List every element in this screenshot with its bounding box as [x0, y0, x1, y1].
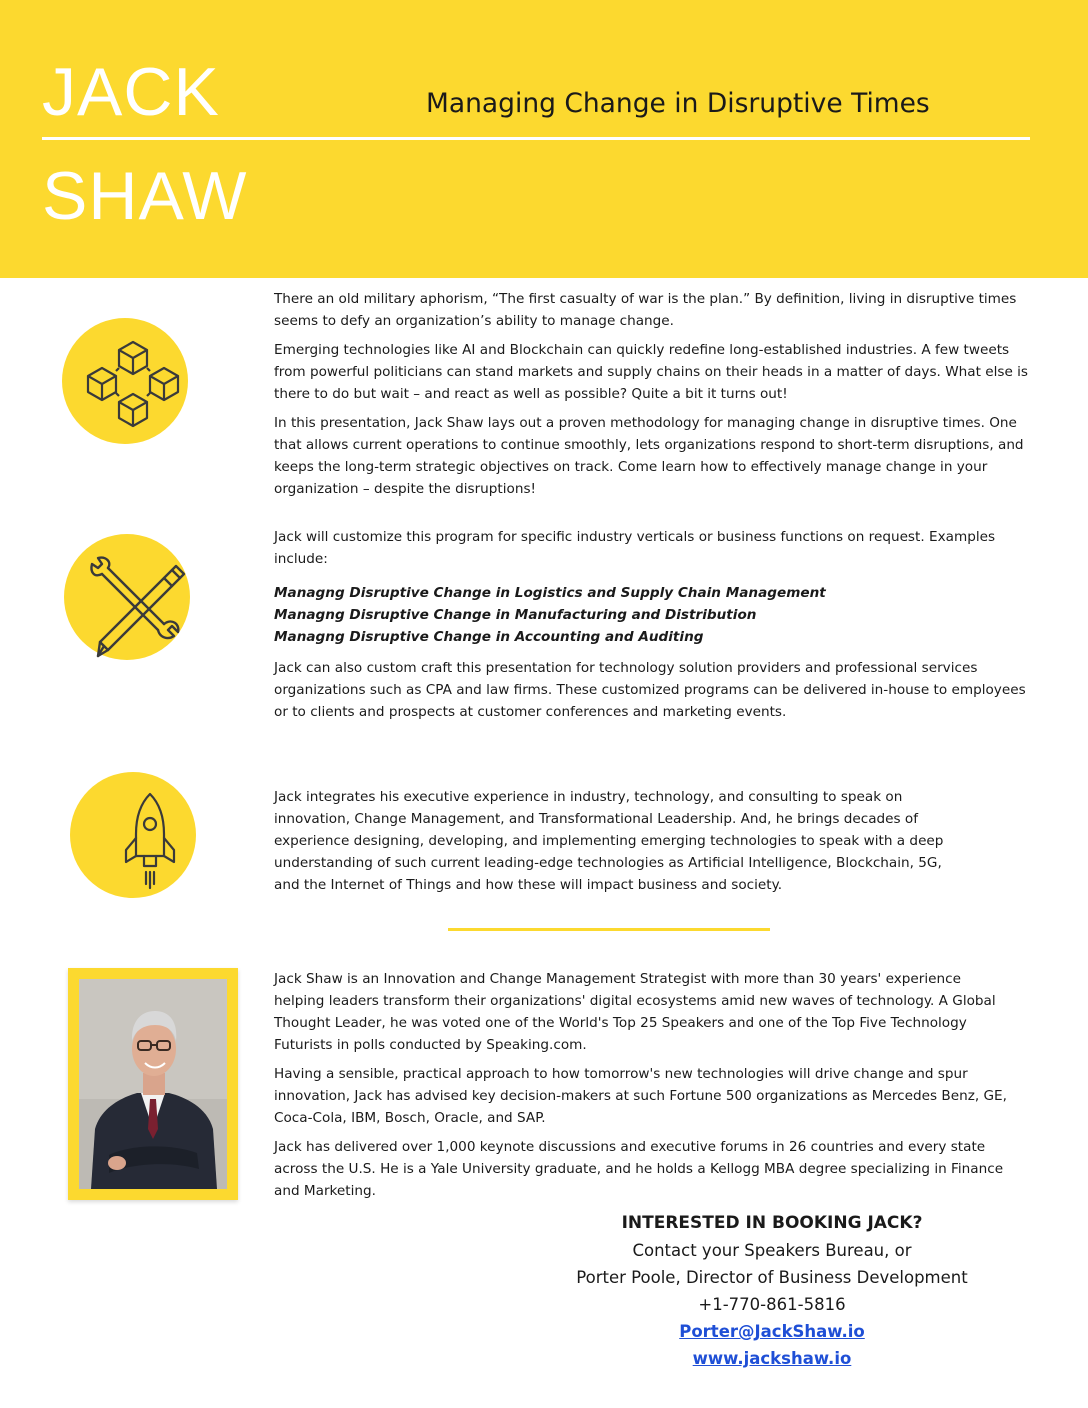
wrench-pencil-icon	[64, 534, 190, 660]
example-item: Managng Disruptive Change in Manufacturing and Distribution	[274, 607, 757, 623]
example-item: Managng Disruptive Change in Accounting and Auditing	[274, 629, 704, 645]
bio-paragraph-2: Having a sensible, practical approach to how tomorrow's new technologies will drive change and spur innovation, Jack has advised key decision-makers at such Fortune 500 organizations as Mercedes Benz, GE, Coca-Cola, IBM, Bosch, Oracle, and SAP.	[274, 1066, 1007, 1126]
rocket-icon-circle	[70, 772, 196, 898]
blockchain-icon-circle	[62, 318, 188, 444]
customize-intro: Jack will customize this program for specific industry verticals or business functions on request. Examples include:	[274, 529, 996, 567]
section-divider	[448, 928, 770, 931]
name-first: JACK	[42, 54, 220, 130]
intro-paragraph-3: In this presentation, Jack Shaw lays out a proven methodology for managing change in disruptive times. One that allows current operations to continue smoothly, lets organizations respond to short-term disruptions, and keeps the long-term strategic objectives on track. Come learn how to effectively manage change in your organization – despite the disruptions!	[274, 415, 1024, 497]
examples-list	[274, 582, 1038, 648]
section-intro	[274, 288, 1038, 507]
contact-phone: +1-770-861-5816	[698, 1295, 846, 1314]
website-link[interactable]: www.jackshaw.io	[692, 1349, 852, 1368]
portrait-frame	[68, 968, 238, 1200]
bio-paragraph-3: Jack has delivered over 1,000 keynote discussions and executive forums in 26 countries and every state across the U.S. He is a Yale University graduate, and he holds a Kellogg MBA degree specializing in Finance and Marketing.	[274, 1139, 1004, 1199]
header-banner	[0, 0, 1088, 278]
intro-paragraph-2: Emerging technologies like AI and Blockchain can quickly redefine long-established industries. A few tweets from powerful politicians can stand markets and supply chains on their heads in a matter of days. What else is there to do but wait – and react as well as possible? Quite a bit it turns out!	[274, 342, 1028, 402]
section-bio	[274, 968, 1014, 1209]
section-expertise	[274, 786, 954, 903]
intro-paragraph-1: There an old military aphorism, “The first casualty of war is the plan.” By definition, living in disruptive times seems to defy an organization’s ability to manage change.	[274, 291, 1017, 329]
contact-line-name: Porter Poole, Director of Business Development	[576, 1268, 968, 1287]
tools-icon-circle	[64, 534, 190, 660]
blockchain-cubes-icon	[62, 318, 188, 444]
booking-contact	[520, 1210, 1024, 1372]
name-last: SHAW	[42, 158, 248, 234]
rocket-icon	[70, 772, 196, 898]
portrait-photo	[79, 979, 227, 1189]
section-customize	[274, 526, 1038, 730]
customize-closing: Jack can also custom craft this presentation for technology solution providers and professional services organizations such as CPA and law firms. These customized programs can be delivered in-house to employees or to clients and prospects at customer conferences and marketing events.	[274, 660, 1026, 720]
contact-line-bureau: Contact your Speakers Bureau, or	[632, 1241, 912, 1260]
expertise-paragraph: Jack integrates his executive experience in industry, technology, and consulting to speak on innovation, Change Management, and Transformational Leadership. And, he brings decades of experience designing, developing, and implementing emerging technologies to speak with a deep understanding of such current leading-edge technologies as Artificial Intelligence, Blockchain, 5G, and the Internet of Things and how these will impact business and society.	[274, 789, 944, 893]
email-link[interactable]: Porter@JackShaw.io	[679, 1322, 865, 1341]
example-item: Managng Disruptive Change in Logistics and Supply Chain Management	[274, 585, 826, 601]
bio-paragraph-1: Jack Shaw is an Innovation and Change Management Strategist with more than 30 years' experience helping leaders transform their organizations' digital ecosystems amid new waves of technology. A Global Thought Leader, he was voted one of the World's Top 25 Speakers and one of the Top Five Technology Futurists in polls conducted by Speaking.com.	[274, 971, 996, 1053]
header-rule	[42, 137, 1030, 140]
page-subtitle: Managing Change in Disruptive Times	[426, 88, 930, 119]
booking-title: INTERESTED IN BOOKING JACK?	[621, 1213, 923, 1233]
